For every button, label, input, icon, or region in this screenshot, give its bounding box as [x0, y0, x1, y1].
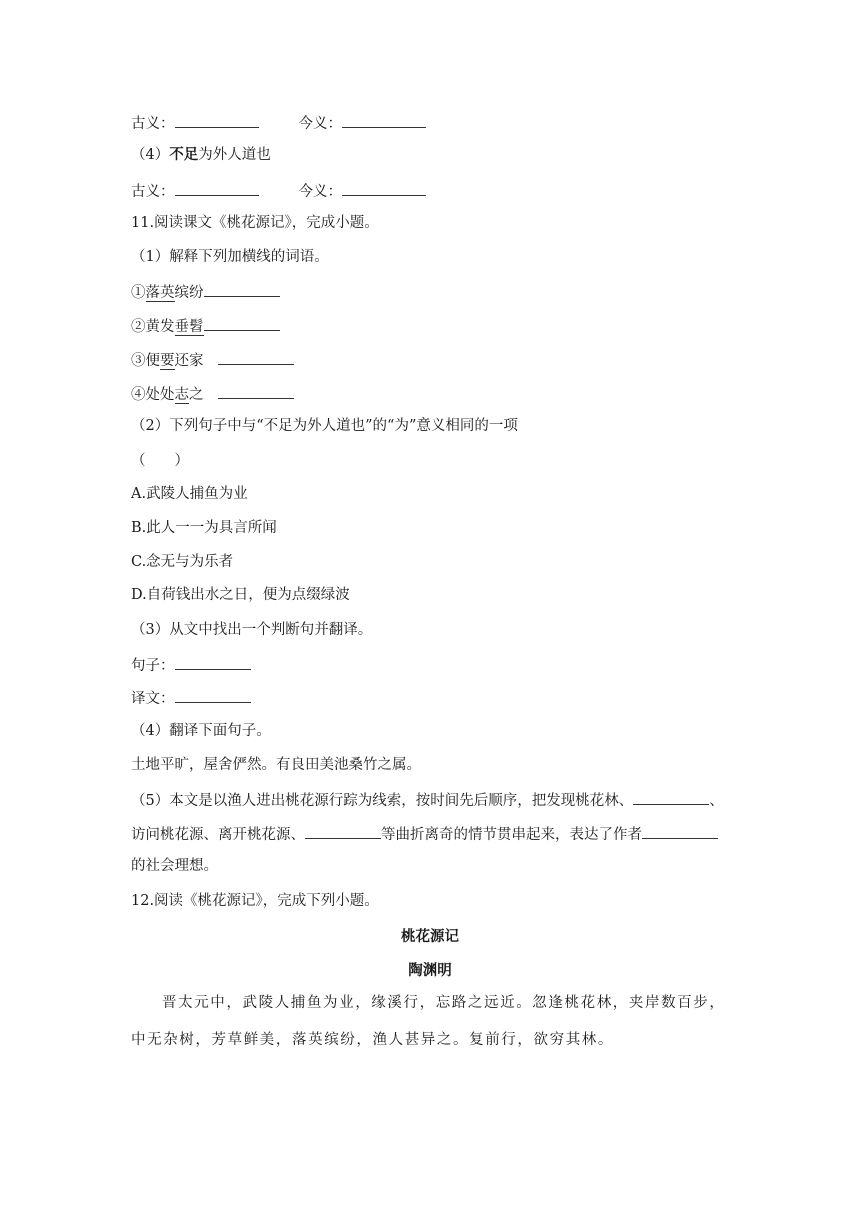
answer-blank[interactable] [342, 112, 426, 128]
underlined-word: 要 [160, 353, 175, 369]
question-11-2: （2）下列句子中与“不足为外人道也”的“为”意义相同的一项 [131, 418, 518, 434]
modern-meaning-label: 今义： [298, 116, 342, 132]
question-11-4: （4）翻译下面句子。 [131, 723, 271, 739]
option-b: B.此人一一为具言所闻 [131, 520, 277, 536]
question-11-4-text: 土地平旷，屋舍俨然。有良田美池桑竹之属。 [131, 757, 421, 773]
question-11-5-line3: 的社会理想。 [131, 858, 218, 874]
question-11-3: （3）从文中找出一个判断句并翻译。 [131, 622, 373, 638]
item-text: 为外人道也 [198, 147, 271, 163]
answer-blank[interactable] [218, 349, 294, 365]
translation-label: 译文： [131, 691, 175, 707]
answer-blank[interactable] [342, 180, 426, 196]
ancient-meaning-label: 古义： [131, 184, 175, 200]
answer-parentheses[interactable]: （ ） [131, 453, 189, 469]
answer-blank[interactable] [642, 823, 718, 839]
answer-blank[interactable] [218, 383, 294, 399]
passage-author: 陶渊明 [408, 962, 452, 979]
meaning-row-4 [131, 180, 426, 202]
question-11-1: （1）解释下列加横线的词语。 [131, 249, 329, 265]
sentence-row [131, 654, 251, 676]
underlined-word: 志 [174, 387, 189, 403]
question-12-title: 12.阅读《桃花源记》，完成下列小题。 [131, 893, 379, 909]
question-11-5-line1: （5）本文是以渔人进出桃花源行踪为线索，按时间先后顺序，把发现桃花林、 、 [131, 789, 724, 811]
answer-blank[interactable] [204, 281, 280, 297]
option-a: A.武陵人捕鱼为业 [131, 486, 248, 502]
meaning-row-3 [131, 112, 426, 134]
word-item-3: ③便要还家 [131, 349, 294, 371]
question-11-title: 11.阅读课文《桃花源记》，完成小题。 [131, 215, 379, 231]
answer-blank[interactable] [175, 687, 251, 703]
option-d: D.自荷钱出水之日，便为点缀绿波 [131, 587, 350, 603]
word-item-4: ④处处志之 [131, 383, 294, 405]
answer-blank[interactable] [633, 789, 709, 805]
sentence-label: 句子： [131, 658, 175, 674]
answer-blank[interactable] [204, 315, 280, 331]
question-11-5-line2: 访问桃花源、离开桃花源、 等曲折离奇的情节贯串起来，表达了作者 [131, 823, 718, 845]
question-10-4 [131, 145, 271, 165]
ancient-meaning-label: 古义： [131, 116, 175, 132]
underlined-word: 落英 [145, 285, 175, 301]
modern-meaning-label: 今义： [298, 184, 342, 200]
translation-row [131, 687, 251, 709]
answer-blank[interactable] [175, 654, 251, 670]
item-number: （4） [131, 147, 170, 163]
answer-blank[interactable] [175, 180, 259, 196]
bold-word: 不足 [169, 146, 199, 163]
underlined-word: 垂髫 [174, 319, 204, 335]
answer-blank[interactable] [305, 823, 381, 839]
word-item-1: ①落英缤纷 [131, 281, 280, 303]
option-c: C.念无与为乐者 [131, 554, 234, 570]
passage-title: 桃花源记 [401, 928, 459, 945]
passage-text: 晋太元中，武陵人捕鱼为业，缘溪行，忘路之远近。忽逢桃花林，夹岸数百步，中无杂树，芳草鲜美，落英缤纷，渔人甚异之。复前行，欲穷其林。 [131, 995, 726, 1048]
word-item-2: ②黄发垂髫 [131, 315, 280, 337]
answer-blank[interactable] [175, 112, 259, 128]
